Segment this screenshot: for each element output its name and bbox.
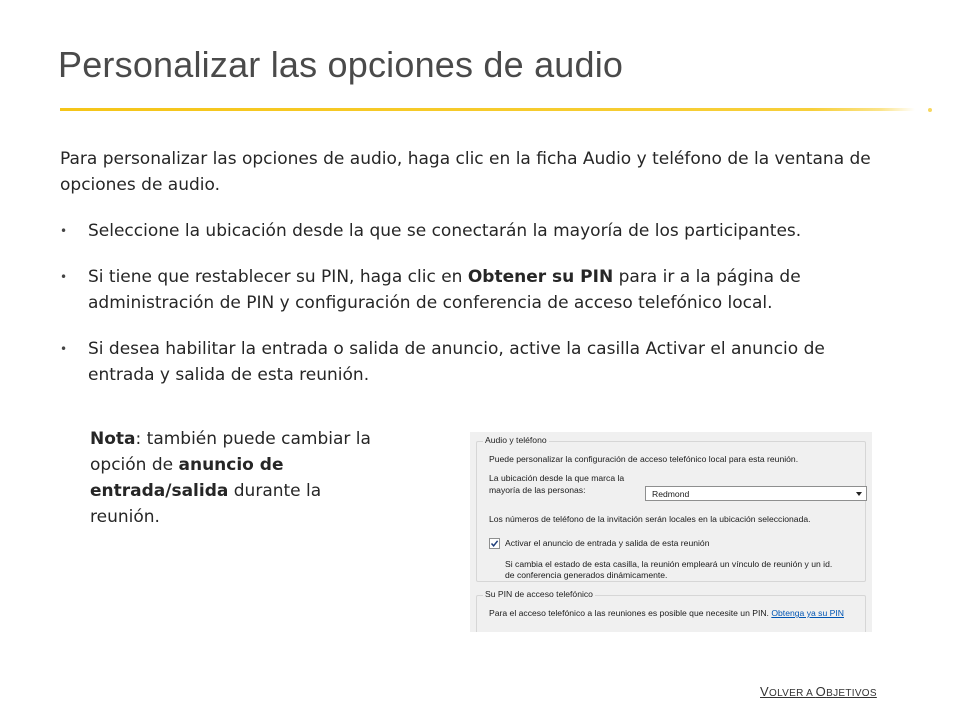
bullet-text-pre: Si tiene que restablecer su PIN, haga clic en bbox=[88, 267, 468, 287]
note-pre: : también puede cambiar la opción de bbox=[90, 429, 371, 475]
bullet-icon: • bbox=[60, 224, 68, 238]
bullet-text: Seleccione la ubicación desde la que se conectarán la mayoría de los participantes. bbox=[88, 221, 802, 241]
get-pin-link[interactable]: Obtenga ya su PIN bbox=[771, 608, 844, 618]
location-dropdown-value: Redmond bbox=[652, 489, 690, 499]
back-link-cap1: V bbox=[760, 684, 769, 699]
bullet-text-post: para ir a la página de administración de PIN y configuración de conferencia de acceso telefónico local. bbox=[88, 267, 801, 313]
pin-text bbox=[489, 608, 844, 618]
bullet-text: Si desea habilitar la entrada o salida de anuncio, active la casilla Activar el anuncio de entrada y salida de esta reunión. bbox=[88, 339, 825, 385]
pin-group-title: Su PIN de acceso telefónico bbox=[485, 589, 593, 599]
audio-phone-group-title: Audio y teléfono bbox=[485, 435, 547, 445]
slide-title: Personalizar las opciones de audio bbox=[58, 44, 624, 85]
location-dropdown[interactable] bbox=[645, 486, 867, 501]
bullet-item-pin bbox=[60, 264, 880, 316]
pin-description: Para el acceso telefónico a las reuniones es posible que necesite un PIN. bbox=[489, 608, 772, 618]
announce-note-line1: Si cambia el estado de esta casilla, la reunión empleará un vínculo de reunión y un id. bbox=[505, 559, 833, 569]
note-label: Nota bbox=[90, 429, 136, 449]
title-underline bbox=[60, 108, 915, 111]
note-post: durante la reunión. bbox=[90, 481, 322, 527]
announce-note-line2: de conferencia generados dinámicamente. bbox=[505, 570, 668, 580]
bullet-item-location bbox=[60, 218, 880, 244]
note-bold: anuncio de entrada/salida bbox=[90, 455, 284, 501]
announce-checkbox-label[interactable]: Activar el anuncio de entrada y salida de esta reunión bbox=[505, 538, 710, 548]
location-label-line1: La ubicación desde la que marca la bbox=[489, 473, 625, 483]
slide-body bbox=[60, 146, 880, 408]
back-link-rest2: BJETIVOS bbox=[826, 688, 877, 699]
bullet-item-announce bbox=[60, 336, 880, 388]
bullet-icon: • bbox=[60, 342, 68, 356]
bullet-icon: • bbox=[60, 270, 68, 284]
numbers-note: Los números de teléfono de la invitación serán locales en la ubicación seleccionada. bbox=[489, 514, 811, 524]
note-text bbox=[90, 426, 390, 530]
announce-checkbox[interactable] bbox=[489, 538, 500, 549]
bullet-list bbox=[60, 218, 880, 388]
location-label-line2: mayoría de las personas: bbox=[489, 485, 586, 495]
back-link-rest1: OLVER A bbox=[768, 688, 816, 699]
dropdown-arrow-icon bbox=[856, 492, 862, 496]
audio-options-dialog bbox=[470, 432, 872, 632]
audio-phone-group bbox=[476, 435, 866, 582]
group-description: Puede personalizar la configuración de acceso telefónico local para esta reunión. bbox=[489, 454, 799, 464]
title-underline-end bbox=[928, 108, 932, 112]
intro-paragraph: Para personalizar las opciones de audio, haga clic en la ficha Audio y teléfono de la ventana de opciones de audio. bbox=[60, 149, 871, 195]
bullet-text-bold: Obtener su PIN bbox=[467, 267, 614, 287]
checkmark-icon bbox=[490, 539, 499, 548]
back-to-objectives-link[interactable] bbox=[760, 684, 877, 699]
pin-group bbox=[476, 589, 866, 632]
back-link-cap2: O bbox=[815, 684, 827, 699]
